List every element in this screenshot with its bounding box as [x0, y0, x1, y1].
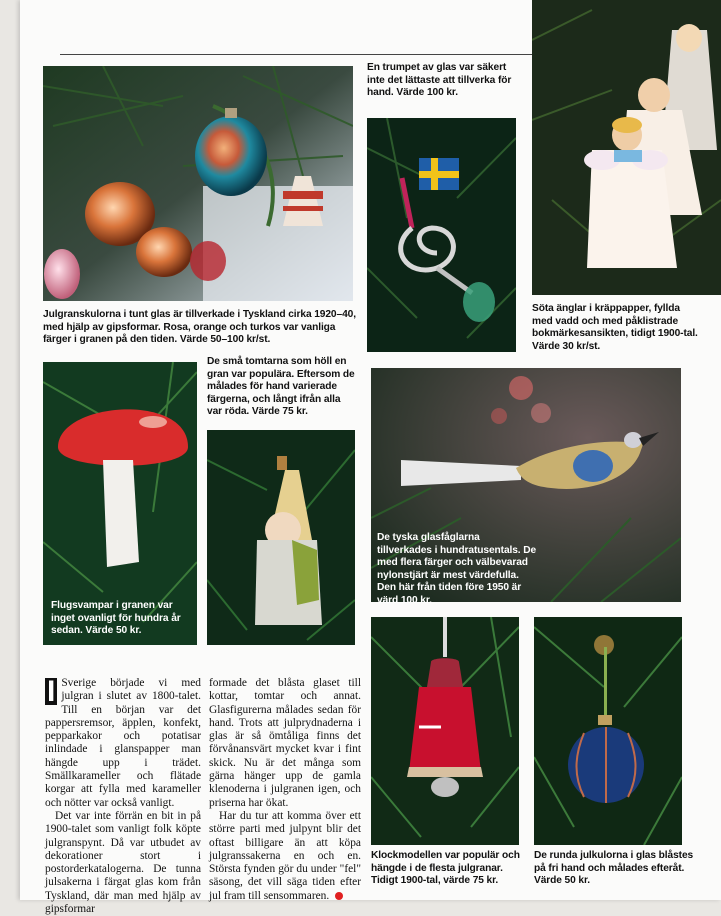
photo-round-ball — [534, 617, 682, 845]
end-mark-dot — [335, 892, 343, 900]
caption-round-ball: De runda julkulorna i glas blåstes på fri hand och målades efteråt. Värde 50 kr. — [534, 850, 694, 887]
caption-bell: Klockmodellen var populär och hängde i de flesta julgranar. Tidigt 1900-tal, värde 75 kr. — [371, 850, 520, 887]
caption-angels: Söta änglar i kräppapper, fyllda med vadd och med påklistrade bokmärkesansikten, tidigt 1900-tal. Värde 30 kr/st. — [532, 303, 698, 352]
photo-bell — [371, 617, 519, 845]
article-paragraph-2: Det var inte förrän en bit in på 1900-talet som vanligt folk köpte julgranspynt. Då var utbudet av dekorationer stort i postorderkatalogerna. De tunna julsakerna i färgat glas kom från Tyskland, där man med hjälp av gipsformar — [45, 809, 201, 916]
photo-trumpet — [367, 118, 516, 352]
top-rule — [60, 54, 548, 55]
caption-mushroom: Flugsvampar i granen var inget ovanligt för hundra år sedan. Värde 50 kr. — [51, 600, 181, 637]
article-paragraph-1: I Sverige började vi med julgran i slutet av 1800-talet. Till en början var det pappersremsor, äpplen, konfekt, pepparkakor och potatisar inlindade i glanspapper man hängde upp i trädet. Smällkarameller och flätade korgar att fylla med karameller och nötter var också vanligt. — [45, 675, 201, 809]
article-paragraph-3: formade det blåsta glaset till kottar, tomtar och annat. Glasfigurerna målades sedan för hand. Trots att julprydnaderna i glas är så ömtåliga finns det förvånansvärt mycket kvar i fint skick. Nu är det många som gärna hänger upp de gamla klenoderna i julgranen igen, och priserna har ökat. — [209, 677, 361, 809]
article-col-1 — [45, 677, 201, 916]
article-paragraph-4: Har du tur att komma över ett större parti med julpynt blir det oftast billigare än att köpa julgranssakerna en och en. Största fynden gör du under "fel" säsong, det vill säga tiden efter jul fram till sensommaren. — [209, 809, 361, 902]
caption-bird: De tyska glasfåglarna tillverkades i hundratusentals. De med flera färger och välbevarad nylonstjärt är mest värdefulla. Den här från tiden före 1950 är värd 100 kr. — [377, 532, 537, 606]
article-col-2 — [209, 677, 361, 903]
caption-tomtar: De små tomtarna som höll en gran var populära. Eftersom de målades för hand varierade färgerna, och långt ifrån alla var röda. Värde 75 kr. — [207, 356, 355, 418]
photo-tomte — [207, 430, 355, 645]
photo-glass-balls — [43, 66, 353, 301]
magazine-page — [20, 0, 721, 916]
photo-angels — [532, 0, 721, 295]
caption-glass-balls: Julgranskulorna i tunt glas är tillverkade i Tyskland cirka 1920–40, med hjälp av gipsformar. Rosa, orange och turkos var vanliga färger i granen på den tiden. Värde 50–100 kr/st. — [43, 309, 356, 346]
drop-cap: I — [47, 675, 56, 708]
caption-trumpet: En trumpet av glas var säkert inte det lättaste att tillverka för hand. Värde 100 kr. — [367, 62, 512, 99]
